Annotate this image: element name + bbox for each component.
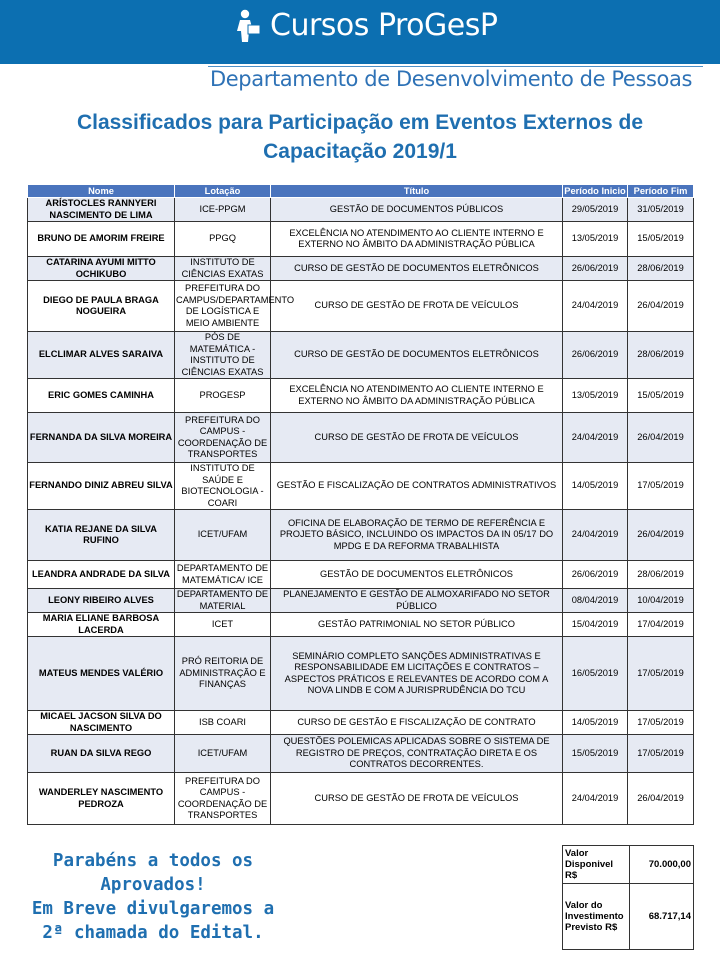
cell-inicio: 08/04/2019 [563,589,628,613]
cell-titulo: GESTÃO PATRIMONIAL NO SETOR PÚBLICO [271,613,563,637]
cell-nome: MARIA ELIANE BARBOSA LACERDA [28,613,175,637]
classified-table [27,184,694,825]
cell-fim: 26/04/2019 [628,413,694,463]
col-header-nome: Nome [28,185,175,198]
cell-inicio: 26/06/2019 [563,257,628,281]
cell-titulo: GESTÃO DE DOCUMENTOS PÚBLICOS [271,198,563,222]
cell-titulo: EXCELÊNCIA NO ATENDIMENTO AO CLIENTE INTERNO E EXTERNO NO ÂMBITO DA ADMINISTRAÇÃO PÚBLICA [271,379,563,413]
cell-nome: CATARINA AYUMI MITTO OCHIKUBO [28,257,175,281]
table-row [28,257,694,281]
cell-fim: 17/05/2019 [628,637,694,711]
cell-nome: ERIC GOMES CAMINHA [28,379,175,413]
table-row [28,613,694,637]
cell-nome: WANDERLEY NASCIMENTO PEDROZA [28,773,175,825]
cell-nome: FERNANDO DINIZ ABREU SILVA [28,463,175,510]
cell-nome: FERNANDA DA SILVA MOREIRA [28,413,175,463]
cell-inicio: 13/05/2019 [563,222,628,257]
budget-row-available [563,846,694,884]
congrats-line-1: Parabéns a todos os [52,851,254,871]
cell-fim: 26/04/2019 [628,773,694,825]
cell-titulo: GESTÃO E FISCALIZAÇÃO DE CONTRATOS ADMINISTRATIVOS [271,463,563,510]
cell-lotacao: ISB COARI [175,711,271,735]
table-row [28,281,694,332]
cell-inicio: 26/06/2019 [563,332,628,379]
header-banner [0,0,720,64]
cell-fim: 17/04/2019 [628,613,694,637]
cell-titulo: OFICINA DE ELABORAÇÃO DE TERMO DE REFERÊNCIA E PROJETO BÁSICO, INCLUINDO OS IMPACTOS DA IN 05/17 DO MPDG E DA REFORMA TRABALHISTA [271,510,563,561]
table-row [28,637,694,711]
cell-fim: 26/04/2019 [628,510,694,561]
table-row [28,589,694,613]
cell-titulo: QUESTÕES POLEMICAS APLICADAS SOBRE O SISTEMA DE REGISTRO DE PREÇOS, CONTRATAÇÃO DIRETA E OS CONTRATOS DECORRENTES. [271,735,563,773]
cell-lotacao: ICE-PPGM [175,198,271,222]
table-row [28,198,694,222]
col-header-fim: Período Fim [628,185,694,198]
cell-lotacao: PREFEITURA DO CAMPUS - COORDENAÇÃO DE TRANSPORTES [175,773,271,825]
cell-lotacao: PÓS DE MATEMÁTICA - INSTITUTO DE CIÊNCIAS EXATAS [175,332,271,379]
cell-lotacao: ICET/UFAM [175,510,271,561]
reader-icon [232,9,262,43]
page-title-line-2: Capacitação 2019/1 [263,140,457,163]
cell-lotacao: PRÓ REITORIA DE ADMINISTRAÇÃO E FINANÇAS [175,637,271,711]
cell-lotacao: PROGESP [175,379,271,413]
cell-inicio: 15/04/2019 [563,613,628,637]
cell-inicio: 29/05/2019 [563,198,628,222]
cell-nome: BRUNO DE AMORIM FREIRE [28,222,175,257]
cell-titulo: EXCELÊNCIA NO ATENDIMENTO AO CLIENTE INTERNO E EXTERNO NO ÂMBITO DA ADMINISTRAÇÃO PÚBLICA [271,222,563,257]
cell-inicio: 15/05/2019 [563,735,628,773]
cell-lotacao: ICET [175,613,271,637]
cell-fim: 17/05/2019 [628,735,694,773]
cell-nome: KATIA REJANE DA SILVA RUFINO [28,510,175,561]
cell-lotacao: INSTITUTO DE SAÚDE E BIOTECNOLOGIA - COARI [175,463,271,510]
cell-fim: 31/05/2019 [628,198,694,222]
available-value: 70.000,00 [630,846,694,884]
cell-nome: ARÍSTOCLES RANNYERI NASCIMENTO DE LIMA [28,198,175,222]
table-row [28,561,694,589]
congrats-line-2: Aprovados! [100,875,206,895]
col-header-lotacao: Lotação [175,185,271,198]
cell-titulo: CURSO DE GESTÃO DE DOCUMENTOS ELETRÔNICOS [271,332,563,379]
cell-nome: RUAN DA SILVA REGO [28,735,175,773]
table-row [28,711,694,735]
cell-inicio: 26/06/2019 [563,561,628,589]
cell-inicio: 24/04/2019 [563,510,628,561]
cell-inicio: 14/05/2019 [563,711,628,735]
cell-fim: 28/06/2019 [628,257,694,281]
cell-titulo: CURSO DE GESTÃO DE FROTA DE VEÍCULOS [271,281,563,332]
cell-nome: MICAEL JACSON SILVA DO NASCIMENTO [28,711,175,735]
congrats-line-3: Em Breve divulgaremos a [31,899,275,919]
cell-titulo: CURSO DE GESTÃO DE FROTA DE VEÍCULOS [271,773,563,825]
table-header-row [28,185,694,198]
cell-inicio: 13/05/2019 [563,379,628,413]
cell-lotacao: PPGQ [175,222,271,257]
table-row [28,413,694,463]
congrats-line-4: 2ª chamada do Edital. [42,923,264,943]
page-title [40,108,680,166]
cell-titulo: CURSO DE GESTÃO DE FROTA DE VEÍCULOS [271,413,563,463]
col-header-titulo: Título [271,185,563,198]
table-row [28,332,694,379]
cell-inicio: 24/04/2019 [563,281,628,332]
cell-fim: 15/05/2019 [628,379,694,413]
cell-inicio: 24/04/2019 [563,773,628,825]
cell-lotacao: DEPARTAMENTO DE MATERIAL [175,589,271,613]
cell-titulo: CURSO DE GESTÃO E FISCALIZAÇÃO DE CONTRATO [271,711,563,735]
cell-titulo: CURSO DE GESTÃO DE DOCUMENTOS ELETRÔNICOS [271,257,563,281]
budget-summary [562,845,694,950]
cell-titulo: GESTÃO DE DOCUMENTOS ELETRÔNICOS [271,561,563,589]
cell-fim: 17/05/2019 [628,711,694,735]
table-row [28,773,694,825]
cell-nome: MATEUS MENDES VALÉRIO [28,637,175,711]
brand-name: Cursos ProGesP [270,8,498,43]
cell-lotacao: DEPARTAMENTO DE MATEMÁTICA/ ICE [175,561,271,589]
cell-nome: DIEGO DE PAULA BRAGA NOGUEIRA [28,281,175,332]
table-row [28,735,694,773]
table-row [28,463,694,510]
cell-inicio: 16/05/2019 [563,637,628,711]
cell-inicio: 24/04/2019 [563,413,628,463]
cell-fim: 10/04/2019 [628,589,694,613]
cell-lotacao: INSTITUTO DE CIÊNCIAS EXATAS [175,257,271,281]
cell-lotacao: PREFEITURA DO CAMPUS - COORDENAÇÃO DE TRANSPORTES [175,413,271,463]
cell-lotacao: ICET/UFAM [175,735,271,773]
cell-titulo: PLANEJAMENTO E GESTÃO DE ALMOXARIFADO NO SETOR PÚBLICO [271,589,563,613]
planned-label: Valor do Investimento Previsto R$ [563,884,630,950]
cell-titulo: SEMINÁRIO COMPLETO SANÇÕES ADMINISTRATIVAS E RESPONSABILIDADE EM LICITAÇÕES E CONTRATOS – ASPECTOS PRÁTICOS E RELEVANTES DE ACORDO COM A NOVA LINDB E COM A JURISPRUDÊNCIA DO TCU [271,637,563,711]
budget-row-planned [563,884,694,950]
table-row [28,510,694,561]
department-name: Departamento de Desenvolvimento de Pessoas [210,67,692,91]
table-body [28,198,694,825]
planned-value: 68.717,14 [630,884,694,950]
cell-inicio: 14/05/2019 [563,463,628,510]
col-header-inicio: Período Inicio [564,186,626,196]
table-row [28,222,694,257]
cell-fim: 28/06/2019 [628,561,694,589]
brand-logo [232,8,497,43]
cell-nome: ELCLIMAR ALVES SARAIVA [28,332,175,379]
available-label: Valor Disponivel R$ [563,846,630,884]
cell-fim: 17/05/2019 [628,463,694,510]
cell-nome: LEANDRA ANDRADE DA SILVA [28,561,175,589]
cell-fim: 28/06/2019 [628,332,694,379]
cell-nome: LEONY RIBEIRO ALVES [28,589,175,613]
page-title-line-1: Classificados para Participação em Eventos Externos de [76,111,644,134]
cell-lotacao: PREFEITURA DO CAMPUS/DEPARTAMENTO DE LOGÍSTICA E MEIO AMBIENTE [175,281,271,332]
congrats-message [30,849,276,945]
cell-fim: 15/05/2019 [628,222,694,257]
table-row [28,379,694,413]
cell-fim: 26/04/2019 [628,281,694,332]
